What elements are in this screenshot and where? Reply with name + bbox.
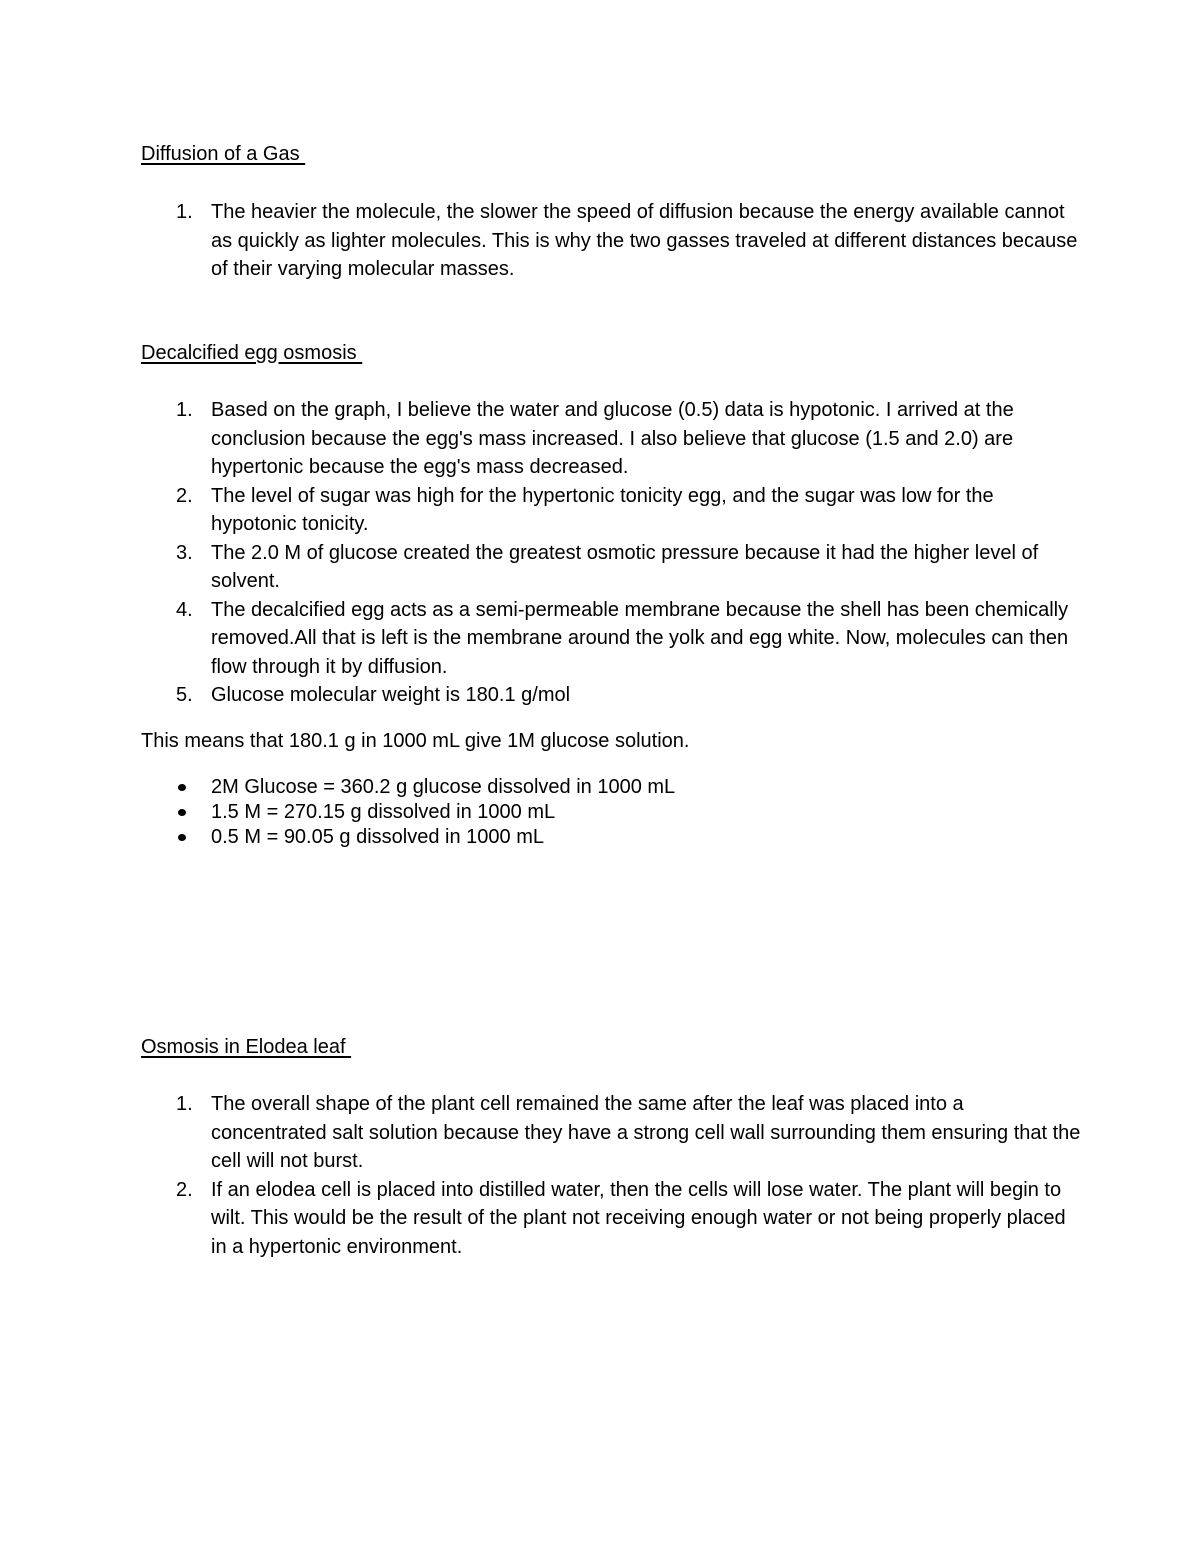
list-item-number: 4. <box>176 598 193 621</box>
list-item <box>141 681 1081 710</box>
bullet-text: 0.5 M = 90.05 g dissolved in 1000 mL <box>211 826 544 848</box>
bullet-item <box>141 775 675 800</box>
list-item-text: The heavier the molecule, the slower the speed of diffusion because the energy available cannot as quickly as lighter molecules. This is why the two gasses traveled at different distances because of their varying molecular masses. <box>211 201 1078 280</box>
list-item-number: 1. <box>176 399 193 421</box>
list-item <box>141 1090 1081 1176</box>
list-item <box>141 396 1081 482</box>
section-heading-elodea-osmosis: Osmosis in Elodea leaf <box>141 1036 352 1058</box>
list-item <box>141 596 1081 682</box>
bullet-item <box>141 825 675 850</box>
list-item-number: 1. <box>176 201 193 223</box>
list-item-text: Glucose molecular weight is 180.1 g/mol <box>211 684 571 706</box>
bullet-text: 2M Glucose = 360.2 g glucose dissolved in 1000 mL <box>211 776 676 798</box>
list-item <box>141 482 1081 539</box>
elodea-osmosis-list <box>141 1090 1081 1261</box>
list-item-text: Based on the graph, I believe the water and glucose (0.5) data is hypotonic. I arrived at the conclusion because the egg's mass increased. I also believe that glucose (1.5 and 2.0) are hypertonic because the egg's mass decreased. <box>211 399 1014 478</box>
bullet-dot-icon <box>141 825 211 850</box>
list-item <box>141 198 1081 284</box>
egg-osmosis-list <box>141 396 1081 710</box>
bullet-text: 1.5 M = 270.15 g dissolved in 1000 mL <box>211 801 556 823</box>
bullet-item <box>141 800 675 825</box>
list-item-text: The level of sugar was high for the hypertonic tonicity egg, and the sugar was low for the hypotonic tonicity. <box>211 484 994 535</box>
list-item-number: 2. <box>176 1178 193 1201</box>
list-item <box>141 1176 1081 1262</box>
list-item <box>141 539 1081 596</box>
list-item-number: 1. <box>176 1093 193 1115</box>
list-item-text: The decalcified egg acts as a semi-permeable membrane because the shell has been chemically removed.All that is left is the membrane around the yolk and egg white. Now, molecules can then flow through it by diffusion. <box>211 598 1069 678</box>
list-item-number: 3. <box>176 541 193 564</box>
list-item-text: If an elodea cell is placed into distilled water, then the cells will lose water. The plant will begin to wilt. This would be the result of the plant not receiving enough water or not being properly placed in a hypertonic environment. <box>211 1178 1066 1258</box>
glucose-bullet-list <box>141 775 675 850</box>
list-item-number: 2. <box>176 484 193 507</box>
gas-diffusion-list <box>141 198 1081 284</box>
section-heading-gas-diffusion: Diffusion of a Gas <box>141 143 306 165</box>
section-heading-egg-osmosis: Decalcified egg osmosis <box>141 342 363 364</box>
bullet-dot-icon <box>141 800 211 825</box>
list-item-text: The 2.0 M of glucose created the greatest osmotic pressure because it had the higher level of solvent. <box>211 541 1039 592</box>
glucose-molarity-paragraph: This means that 180.1 g in 1000 mL give 1M glucose solution. <box>141 730 690 752</box>
list-item-number: 5. <box>176 684 193 706</box>
bullet-dot-icon <box>141 775 211 800</box>
list-item-text: The overall shape of the plant cell remained the same after the leaf was placed into a concentrated salt solution because they have a strong cell wall surrounding them ensuring that the cell will not burst. <box>211 1093 1081 1172</box>
